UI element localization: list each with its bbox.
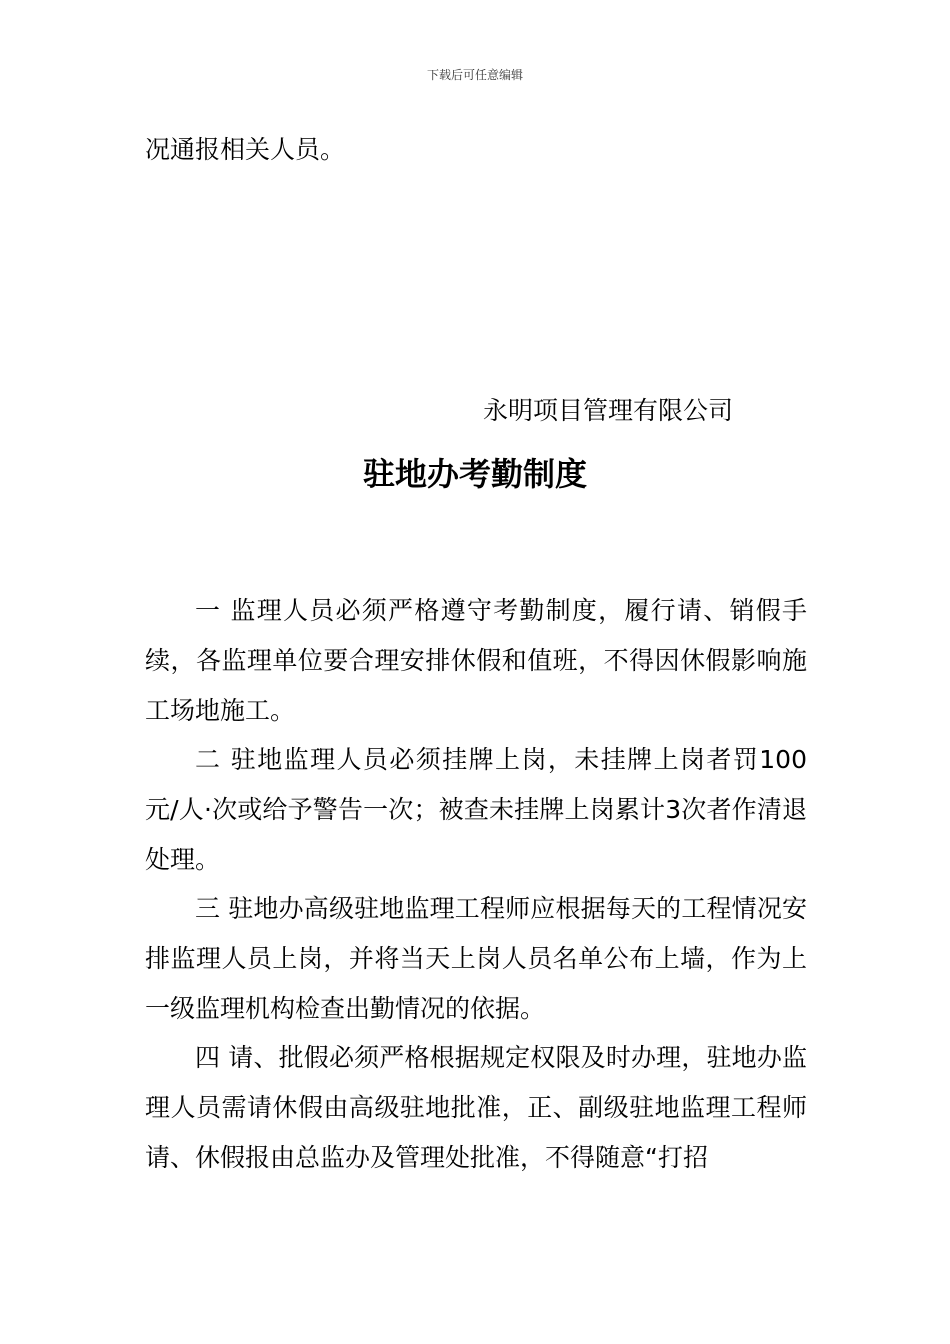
rule-paragraph-1: 一 监理人员必须严格遵守考勤制度，履行请、销假手续，各监理单位要合理安排休假和值班，不得因休假影响施工场地施工。 — [145, 596, 807, 725]
rule-paragraph-4: 四 请、批假必须严格根据规定权限及时办理，驻地办监理人员需请休假由高级驻地批准，正、副级驻地监理工程师请、休假报由总监办及管理处批准，不得随意“打招 — [145, 1043, 807, 1172]
company-signature: 永明项目管理有限公司 — [483, 396, 734, 425]
continuation-text: 况通报相关人员。 — [145, 135, 346, 164]
rule-paragraph-2: 二 驻地监理人员必须挂牌上岗，未挂牌上岗者罚100元/人·次或给予警告一次；被查未挂牌上岗累计3次者作清退处理。 — [145, 745, 807, 874]
document-title: 驻地办考勤制度 — [362, 455, 587, 493]
page-header-note: 下载后可任意编辑 — [426, 68, 523, 82]
rule-paragraph-3: 三 驻地办高级驻地监理工程师应根据每天的工程情况安排监理人员上岗，并将当天上岗人员名单公布上墙，作为上一级监理机构检查出勤情况的依据。 — [145, 894, 807, 1023]
